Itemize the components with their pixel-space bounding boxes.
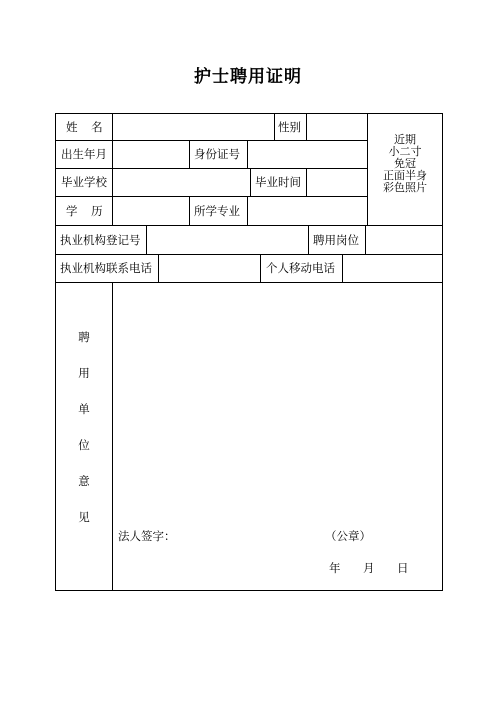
name-label: 姓 名 <box>66 120 103 134</box>
photo-line: 彩色照片 <box>383 181 427 194</box>
photo-line: 小二寸 <box>388 145 422 158</box>
photo-line: 近期 <box>394 133 416 146</box>
date-day: 日 <box>397 561 409 575</box>
col-divider <box>365 225 366 254</box>
position-label: 聘用岗位 <box>313 233 359 247</box>
opinion-char: 用 <box>78 366 90 380</box>
col-divider <box>274 113 275 140</box>
document-title: 护士聘用证明 <box>194 67 302 87</box>
col-divider <box>247 140 248 168</box>
col-divider <box>189 196 190 225</box>
grad-time-label: 毕业时间 <box>255 175 301 189</box>
row-divider <box>55 196 367 197</box>
col-divider <box>146 225 147 254</box>
opinion-char: 聘 <box>78 330 90 344</box>
col-divider <box>260 254 261 282</box>
col-divider <box>189 140 190 168</box>
mobile-label: 个人移动电话 <box>266 261 335 275</box>
row-divider <box>55 225 443 226</box>
col-divider <box>112 282 113 591</box>
school-label: 毕业学校 <box>61 175 107 189</box>
gender-label: 性别 <box>278 120 301 134</box>
opinion-char: 意 <box>78 474 90 488</box>
photo-placeholder <box>367 134 443 194</box>
col-divider <box>306 168 307 196</box>
row-divider <box>55 254 443 255</box>
seal-label: （公章） <box>325 529 371 543</box>
col-divider <box>308 225 309 254</box>
row-divider <box>55 282 443 283</box>
major-label: 所学专业 <box>194 204 240 218</box>
opinion-char: 位 <box>78 438 90 452</box>
opinion-char: 见 <box>78 510 90 524</box>
birth-label: 出生年月 <box>61 147 107 161</box>
col-divider <box>342 254 343 282</box>
education-label: 学 历 <box>66 204 103 218</box>
col-divider <box>250 168 251 196</box>
photo-line: 免冠 <box>394 157 416 170</box>
date-year: 年 <box>329 561 341 575</box>
opinion-char: 单 <box>78 402 90 416</box>
signature-label: 法人签字： <box>118 529 176 543</box>
col-divider <box>112 113 113 225</box>
row-divider <box>55 140 367 141</box>
org-phone-label: 执业机构联系电话 <box>60 261 152 275</box>
date-month: 月 <box>363 561 375 575</box>
row-divider <box>55 168 367 169</box>
col-divider <box>306 113 307 140</box>
photo-line: 正面半身 <box>383 169 427 182</box>
license-reg-label: 执业机构登记号 <box>60 233 141 247</box>
col-divider <box>247 196 248 225</box>
id-number-label: 身份证号 <box>194 147 240 161</box>
col-divider <box>158 254 159 282</box>
